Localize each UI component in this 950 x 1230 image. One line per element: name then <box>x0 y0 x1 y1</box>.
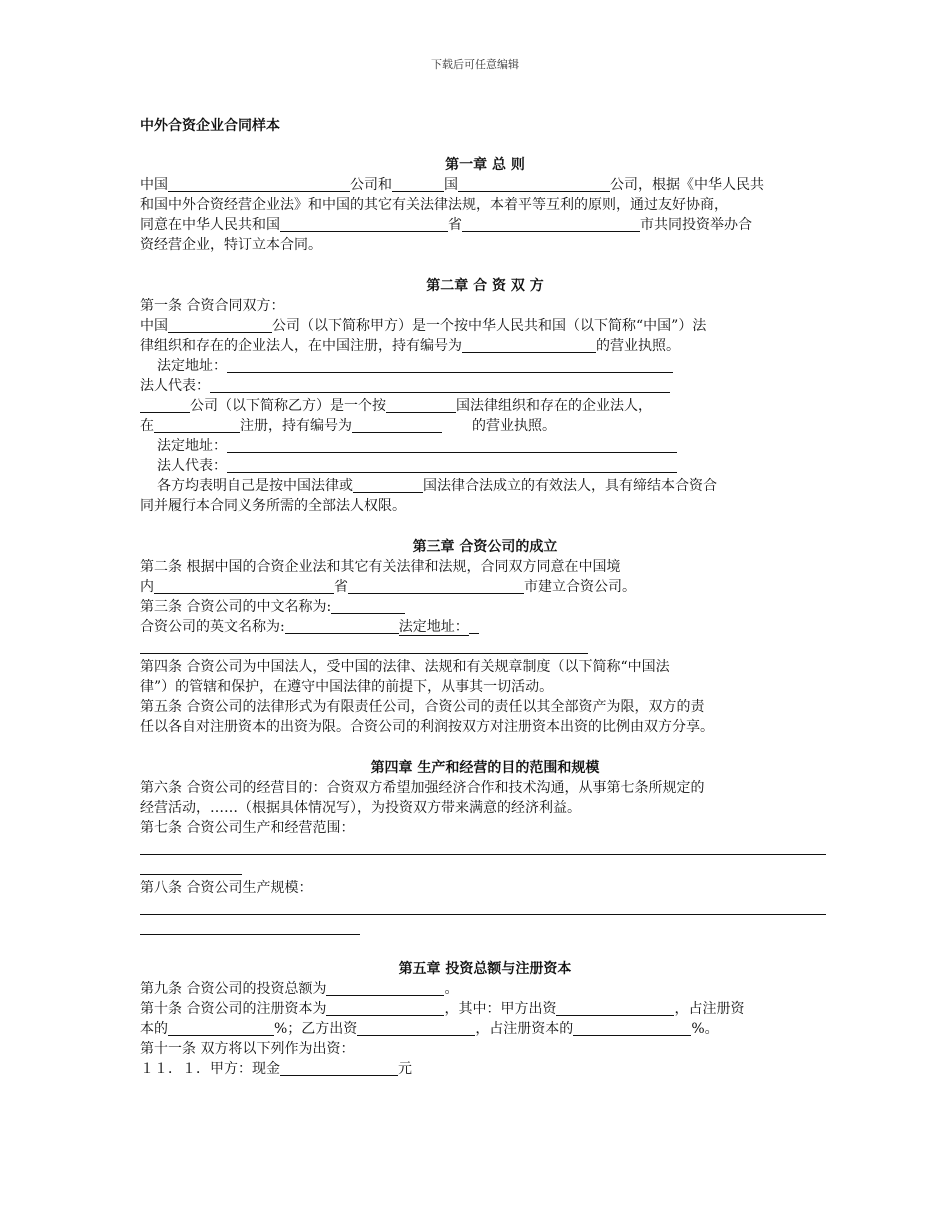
article-1: 第一条 合资合同双方： <box>140 298 285 314</box>
ch2-line-5: 各方均表明自己是按中国法律或 国法律合法成立的有效法人，具有缔结本合资合 <box>157 478 717 494</box>
blank-field[interactable] <box>458 177 610 192</box>
blank-field[interactable] <box>331 599 405 614</box>
article-4-line-2: 律”）的管辖和保护，在遵守中国法律的前提下，从事其一切活动。 <box>140 679 554 695</box>
ch2-line-1: 中国 公司（以下简称甲方）是一个按中华人民共和国（以下简称“中国”）法 <box>140 318 707 334</box>
blank-field[interactable] <box>140 900 826 915</box>
blank-field[interactable] <box>469 619 479 634</box>
blank-field[interactable] <box>348 579 524 594</box>
article-10-line-2: 本的 %；乙方出资 ，占注册资本的 %。 <box>140 1021 719 1037</box>
article-6-line-1: 第六条 合资公司的经营目的：合资双方希望加强经济合作和技术沟通，从事第七条所规定的 <box>140 780 705 796</box>
blank-field[interactable] <box>462 338 596 353</box>
blank-field[interactable] <box>168 177 350 192</box>
ch1-line-2: 和国中外合资经营企业法》和中国的其它有关法律法规，本着平等互利的原则，通过友好协商， <box>140 197 728 213</box>
scope-blank-line-1 <box>140 838 830 858</box>
ch2-line-2: 律组织和存在的企业法人，在中国注册，持有编号为 的营业执照。 <box>140 338 680 354</box>
blank-field[interactable] <box>140 840 826 855</box>
chapter-1-heading: 第一章 总 则 <box>445 157 525 173</box>
blank-field[interactable] <box>168 318 272 333</box>
article-10-line-1: 第十条 合资公司的注册资本为 ，其中：甲方出资 ，占注册资 <box>140 1001 745 1017</box>
blank-field[interactable] <box>352 418 442 433</box>
document-body <box>140 155 830 1079</box>
article-7: 第七条 合资公司生产和经营范围： <box>140 820 355 836</box>
scale-blank-line-1 <box>140 898 830 918</box>
article-2-cont: 内 省 市建立合资公司。 <box>140 579 636 595</box>
article-11-1: １１．１．甲方：现金 元 <box>140 1061 412 1077</box>
article-6-line-2: 经营活动，……（根据具体情况写），为投资双方带来满意的经济利益。 <box>140 800 581 816</box>
blank-field[interactable] <box>210 378 670 393</box>
ch1-line-3: 同意在中华人民共和国 省 市共同投资举办合 <box>140 217 752 233</box>
blank-field[interactable] <box>154 418 240 433</box>
scale-blank-line-2 <box>140 918 830 938</box>
blank-field[interactable] <box>140 639 588 654</box>
blank-field[interactable] <box>556 1001 674 1016</box>
article-11: 第十一条 双方将以下列作为出资： <box>140 1041 355 1057</box>
page-header: 下载后可任意编辑 <box>431 58 519 71</box>
blank-field[interactable] <box>326 1001 444 1016</box>
article-5-line-2: 任以各自对注册资本的出资为限。合资公司的利润按双方对注册资本出资的比例由双方分享。 <box>140 719 714 735</box>
article-9: 第九条 合资公司的投资总额为 。 <box>140 981 459 997</box>
document-title: 中外合资企业合同样本 <box>140 118 280 134</box>
article-8: 第八条 合资公司生产规模： <box>140 880 313 896</box>
english-name-line: 合资公司的英文名称为: 法定地址： <box>140 617 830 637</box>
party-b-address: 法定地址： <box>140 436 830 456</box>
blank-field[interactable] <box>227 458 677 473</box>
blank-field[interactable] <box>154 579 334 594</box>
party-a-address: 法定地址： <box>140 356 830 376</box>
blank-field[interactable] <box>140 398 190 413</box>
chapter-3-heading: 第三章 合资公司的成立 <box>412 539 558 555</box>
blank-field[interactable] <box>227 358 673 373</box>
article-3: 第三条 合资公司的中文名称为: <box>140 597 830 617</box>
chapter-2-heading: 第二章 合 资 双 方 <box>426 278 544 294</box>
ch2-line-4: 在 注册，持有编号为 的营业执照。 <box>140 418 556 434</box>
ch1-line-1: 中国 公司和 国 公司，根据《中华人民共 <box>140 177 764 193</box>
scope-blank-line-2 <box>140 858 830 878</box>
blank-field[interactable] <box>140 920 360 935</box>
ch2-line-3: 公司（以下简称乙方）是一个按 国法律组织和存在的企业法人， <box>140 396 830 416</box>
legal-address-label: 法定地址： <box>398 619 469 635</box>
party-a-representative: 法人代表： <box>140 376 830 396</box>
blank-field[interactable] <box>168 1021 274 1036</box>
address-blank-line <box>140 637 830 657</box>
ch2-line-6: 同并履行本合同义务所需的全部法人权限。 <box>140 498 406 514</box>
article-2: 第二条 根据中国的合资企业法和其它有关法律和法规，合同双方同意在中国境 <box>140 559 621 575</box>
blank-field[interactable] <box>227 438 677 453</box>
article-4-line-1: 第四条 合资公司为中国法人，受中国的法律、法规和有关规章制度（以下简称“中国法 <box>140 659 670 675</box>
blank-field[interactable] <box>462 217 640 232</box>
chapter-4-heading: 第四章 生产和经营的目的范围和规模 <box>370 760 600 776</box>
article-5-line-1: 第五条 合资公司的法律形式为有限责任公司，合资公司的责任以其全部资产为限，双方的责 <box>140 699 705 715</box>
blank-field[interactable] <box>285 619 399 634</box>
blank-field[interactable] <box>353 478 423 493</box>
blank-field[interactable] <box>573 1021 691 1036</box>
blank-field[interactable] <box>280 1061 398 1076</box>
blank-field[interactable] <box>326 981 444 996</box>
chapter-5-heading: 第五章 投资总额与注册资本 <box>398 961 572 977</box>
party-b-representative: 法人代表： <box>140 456 830 476</box>
ch1-line-4: 资经营企业，特订立本合同。 <box>140 237 322 253</box>
blank-field[interactable] <box>386 398 456 413</box>
blank-field[interactable] <box>280 217 448 232</box>
blank-field[interactable] <box>392 177 444 192</box>
blank-field[interactable] <box>357 1021 475 1036</box>
blank-field[interactable] <box>140 860 242 875</box>
